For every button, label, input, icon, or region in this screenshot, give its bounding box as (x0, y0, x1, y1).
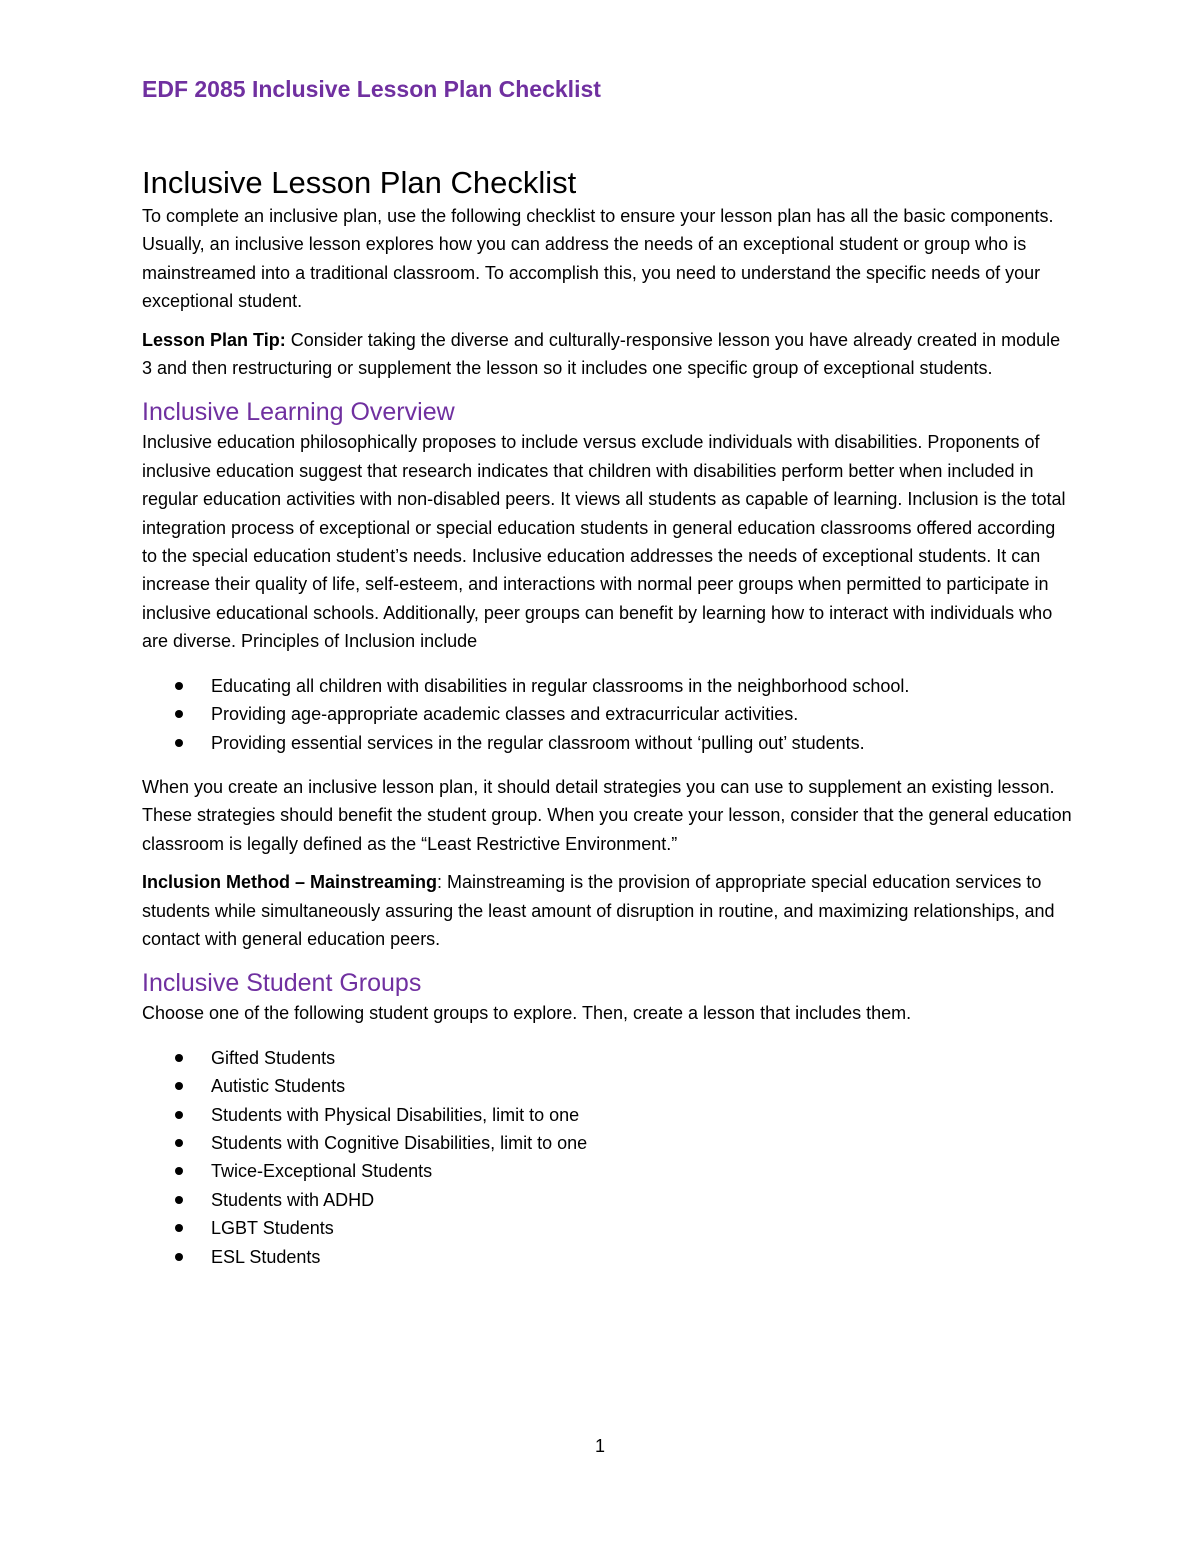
list-item-text: Autistic Students (211, 1076, 346, 1097)
student-groups-list (142, 1044, 1072, 1271)
bullet-icon (175, 1224, 183, 1232)
page-content (142, 72, 1072, 1271)
list-item-text: Providing essential services in the regular classroom without ‘pulling out’ students. (211, 732, 865, 753)
list-item-text: Students with Cognitive Disabilities, limit to one (211, 1132, 588, 1153)
lesson-plan-tip (142, 326, 1072, 383)
list-item (142, 1243, 1072, 1271)
list-item-text: Students with Physical Disabilities, limit to one (211, 1104, 580, 1125)
document-header: EDF 2085 Inclusive Lesson Plan Checklist (142, 76, 601, 102)
list-item (142, 1157, 1072, 1185)
list-item-text: LGBT Students (211, 1218, 334, 1239)
intro-paragraph: To complete an inclusive plan, use the following checklist to ensure your lesson plan has all the basic components. Usually, an inclusive lesson explores how you can address the needs of an exceptional student or group who is mainstreamed into a traditional classroom. To accomplish this, you need to understand the specific needs of your exceptional student. (142, 206, 1054, 312)
list-item (142, 1129, 1072, 1157)
list-item-text: ESL Students (211, 1246, 321, 1267)
list-item (142, 700, 1072, 728)
list-item-text: Educating all children with disabilities in regular classrooms in the neighborhood school. (211, 675, 910, 696)
create-lesson-paragraph: When you create an inclusive lesson plan, it should detail strategies you can use to supplement an existing lesson. These strategies should benefit the student group. When you create your lesson, consider that the general education classroom is legally defined as the “Least Restrictive Environment.” (142, 776, 1072, 854)
overview-heading: Inclusive Learning Overview (142, 398, 455, 427)
list-item (142, 672, 1072, 700)
page-number: 1 (594, 1436, 605, 1456)
groups-heading: Inclusive Student Groups (142, 969, 422, 998)
list-item (142, 1214, 1072, 1242)
inclusion-method-paragraph (142, 868, 1072, 953)
bullet-icon (175, 1054, 183, 1062)
method-label: Inclusion Method – Mainstreaming (142, 872, 438, 893)
list-item-text: Gifted Students (211, 1047, 336, 1068)
bullet-icon (175, 739, 183, 747)
bullet-icon (175, 710, 183, 718)
bullet-icon (175, 1111, 183, 1119)
list-item (142, 1072, 1072, 1100)
list-item-text: Students with ADHD (211, 1189, 375, 1210)
bullet-icon (175, 1253, 183, 1261)
page-title: Inclusive Lesson Plan Checklist (142, 165, 577, 200)
bullet-icon (175, 1167, 183, 1175)
list-item (142, 1186, 1072, 1214)
overview-paragraph: Inclusive education philosophically proposes to include versus exclude individuals with disabilities. Proponents of inclusive education suggest that research indicates that children with disabilities perform better when included in regular education activities with non-disabled peers. It views all students as capable of learning. Inclusion is the total integration process of exceptional or special education students in general education classrooms offered according to the special education student’s needs. Inclusive education addresses the needs of exceptional students. It can increase their quality of life, self-esteem, and interactions with normal peer groups when permitted to participate in inclusive educational schools. Additionally, peer groups can benefit by learning how to interact with individuals who are diverse. Principles of Inclusion include (142, 432, 1066, 652)
bullet-icon (175, 682, 183, 690)
method-text: Mainstreaming is the provision of appropriate special education services to students while simultaneously assuring the least amount of disruption in routine, and maximizing relationships, and contact with general education peers. (142, 872, 1055, 949)
list-item-text: Providing age-appropriate academic classes and extracurricular activities. (211, 704, 799, 725)
bullet-icon (175, 1139, 183, 1147)
tip-label: Lesson Plan Tip: (142, 329, 286, 350)
list-item-text: Twice-Exceptional Students (211, 1161, 433, 1182)
bullet-icon (175, 1082, 183, 1090)
groups-intro: Choose one of the following student groups to explore. Then, create a lesson that includes them. (142, 1003, 912, 1024)
bullet-icon (175, 1196, 183, 1204)
method-colon: : (437, 872, 443, 893)
list-item (142, 1044, 1072, 1072)
tip-text: Consider taking the diverse and culturally-responsive lesson you have already created in module 3 and then restructuring or supplement the lesson so it includes one specific group of exceptional students. (142, 329, 1061, 379)
list-item (142, 729, 1072, 757)
principles-list (142, 672, 1072, 757)
list-item (142, 1101, 1072, 1129)
